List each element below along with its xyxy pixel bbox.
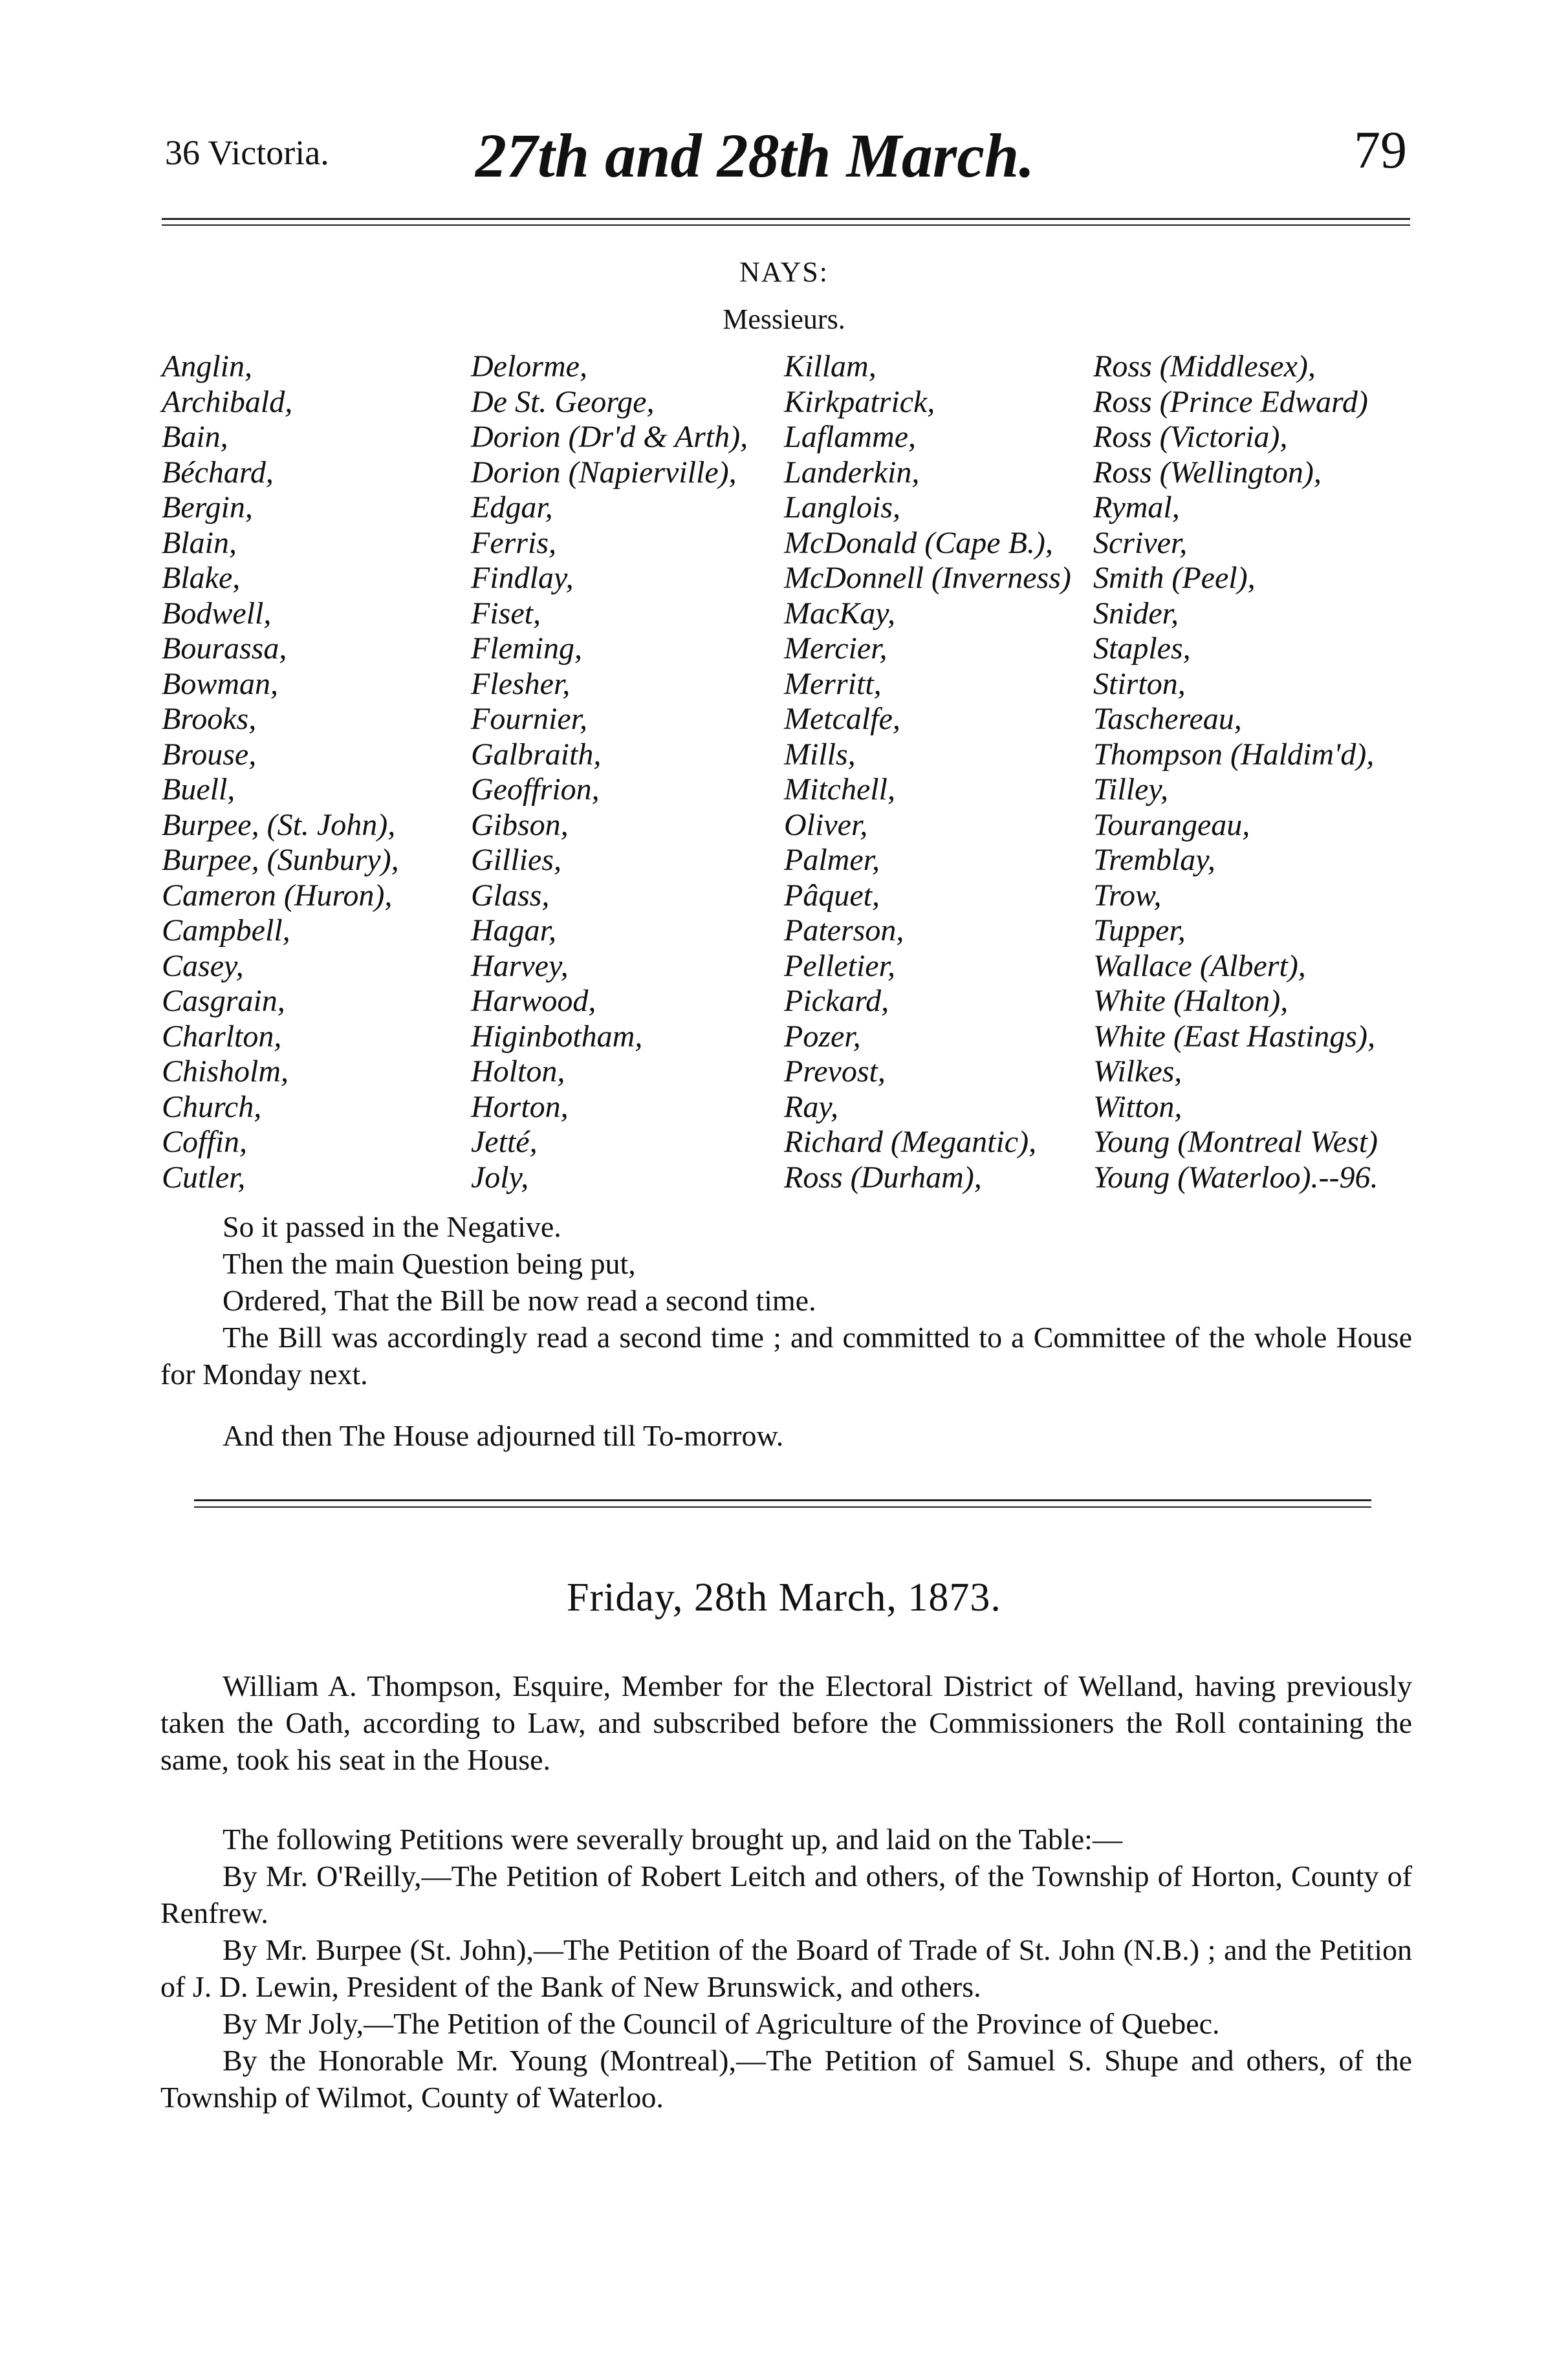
member-name: De St. George, [471, 384, 655, 419]
section-rule-top [194, 1499, 1371, 1501]
member-name: Brouse, [162, 737, 257, 772]
member-name: Hagar, [471, 913, 557, 948]
member-name: Wallace (Albert), [1093, 948, 1306, 983]
member-name: Kirkpatrick, [784, 384, 935, 419]
regnal-year: 36 Victoria. [165, 133, 329, 172]
member-name: Ross (Middlesex), [1093, 349, 1316, 384]
member-name: Fiset, [471, 596, 541, 631]
member-name: Young (Waterloo).--96. [1093, 1160, 1378, 1195]
member-name: Ross (Wellington), [1093, 455, 1322, 490]
member-name: Burpee, (Sunbury), [162, 843, 399, 877]
member-name: Bergin, [162, 490, 253, 525]
member-name: Wilkes, [1093, 1054, 1182, 1089]
section-title: Friday, 28th March, 1873. [567, 1576, 1001, 1620]
member-name: Church, [162, 1089, 262, 1124]
member-name: Chisholm, [162, 1054, 289, 1089]
petitions-intro: The following Petitions were severally brought up, and laid on the Table:— [223, 1823, 1122, 1856]
member-name: Smith (Peel), [1093, 561, 1256, 595]
member-name: Archibald, [162, 384, 293, 419]
member-name: White (Halton), [1093, 984, 1289, 1018]
member-name: Holton, [471, 1054, 565, 1089]
member-name: Flesher, [471, 666, 571, 701]
member-name: Scriver, [1093, 525, 1188, 560]
nays-column-3 [784, 349, 1071, 1195]
nays-heading: NAYS: [739, 256, 829, 288]
nays-column-4 [1093, 349, 1378, 1195]
member-name: Joly, [471, 1160, 529, 1195]
member-name: Casey, [162, 948, 244, 983]
adjournment-line: And then The House adjourned till To-morrow. [223, 1419, 784, 1452]
member-name: Mitchell, [784, 772, 895, 807]
member-name: Metcalfe, [784, 702, 900, 736]
oath-paragraph: William A. Thompson, Esquire, Member for the Electoral District of Welland, having previously taken the Oath, according to Law, and subscribed before the Commissioners the Roll containing the same, took his seat in the House. [160, 1669, 1412, 1776]
petition-item: By Mr. O'Reilly,—The Petition of Robert Leitch and others, of the Township of Horton, County of Renfrew. [160, 1860, 1412, 1929]
member-name: Laflamme, [784, 420, 916, 454]
member-name: Staples, [1093, 631, 1191, 666]
member-name: Gibson, [471, 807, 569, 842]
page-header [165, 120, 1407, 197]
member-name: Pâquet, [784, 878, 880, 913]
member-name: Fournier, [471, 702, 587, 736]
member-name: Findlay, [471, 561, 574, 595]
member-name: Blain, [162, 525, 237, 560]
member-name: Paterson, [784, 913, 904, 948]
member-name: Ross (Victoria), [1093, 420, 1288, 454]
member-name: McDonnell (Inverness) [784, 561, 1071, 595]
proceeding-line: Ordered, That the Bill be now read a second time. [223, 1284, 816, 1317]
member-name: Tupper, [1093, 913, 1186, 948]
header-rule-top [162, 218, 1410, 220]
running-head-dates: 27th and 28th March. [475, 121, 1035, 190]
member-name: Bain, [162, 420, 228, 454]
member-name: Harvey, [471, 948, 569, 983]
member-name: Ross (Durham), [784, 1160, 982, 1195]
member-name: Casgrain, [162, 984, 285, 1018]
member-name: Tilley, [1093, 772, 1169, 807]
member-name: Galbraith, [471, 737, 602, 772]
member-name: Taschereau, [1093, 702, 1242, 736]
member-name: Pelletier, [784, 948, 895, 983]
member-name: McDonald (Cape B.), [784, 525, 1053, 560]
member-name: Pozer, [784, 1019, 861, 1054]
member-name: Young (Montreal West) [1093, 1125, 1378, 1159]
member-name: Charlton, [162, 1019, 282, 1054]
member-name: Delorme, [471, 349, 587, 384]
member-name: Bowman, [162, 666, 278, 701]
member-name: Richard (Megantic), [784, 1125, 1037, 1159]
member-name: Cutler, [162, 1160, 246, 1195]
member-name: Ferris, [471, 525, 556, 560]
member-name: Ray, [784, 1089, 838, 1124]
member-name: Harwood, [471, 984, 596, 1018]
petitions-block [160, 1821, 1412, 2116]
member-name: Tremblay, [1093, 843, 1215, 877]
member-name: Tourangeau, [1093, 807, 1250, 842]
member-name: Béchard, [162, 455, 274, 490]
proceeding-line: So it passed in the Negative. [223, 1210, 561, 1243]
member-name: Thompson (Haldim'd), [1093, 737, 1375, 772]
member-name: Cameron (Huron), [162, 878, 393, 913]
messieurs-heading: Messieurs. [723, 303, 845, 335]
member-name: Snider, [1093, 596, 1179, 631]
member-name: Fleming, [471, 631, 582, 666]
petition-item: By Mr Joly,—The Petition of the Council of Agriculture of the Province of Quebec. [223, 2007, 1220, 2040]
member-name: Jetté, [471, 1125, 538, 1159]
member-name: Dorion (Dr'd & Arth), [471, 420, 748, 454]
member-name: Anglin, [162, 349, 252, 384]
member-name: Stirton, [1093, 666, 1186, 701]
member-name: Prevost, [784, 1054, 886, 1089]
page-number: 79 [1354, 120, 1407, 179]
member-name: Mercier, [784, 631, 887, 666]
member-name: Gillies, [471, 843, 561, 877]
nays-column-1 [162, 349, 399, 1195]
member-name: Dorion (Napierville), [471, 455, 737, 490]
member-name: Rymal, [1093, 490, 1180, 525]
member-name: Merritt, [784, 666, 882, 701]
member-name: Bodwell, [162, 596, 272, 631]
member-name: Brooks, [162, 702, 257, 736]
member-name: Geoffrion, [471, 772, 600, 807]
member-name: Langlois, [784, 490, 901, 525]
member-name: MacKay, [784, 596, 895, 631]
section-rule-bottom [194, 1506, 1371, 1508]
member-name: Trow, [1093, 878, 1162, 913]
member-name: Ross (Prince Edward) [1093, 384, 1368, 419]
petition-item: By the Honorable Mr. Young (Montreal),—The Petition of Samuel S. Shupe and others, of the Township of Wilmot, County of Waterloo. [160, 2044, 1412, 2114]
member-name: Killam, [784, 349, 877, 384]
member-name: Palmer, [784, 843, 880, 877]
member-name: Blake, [162, 561, 241, 595]
proceeding-line: Then the main Question being put, [223, 1247, 636, 1280]
member-name: Campbell, [162, 913, 290, 948]
member-name: Mills, [784, 737, 856, 772]
petition-item: By Mr. Burpee (St. John),—The Petition of the Board of Trade of St. John (N.B.) ; and the Petition of J. D. Lewin, President of the Bank of New Brunswick, and others. [160, 1933, 1412, 2003]
member-name: Landerkin, [784, 455, 920, 490]
member-name: Horton, [471, 1089, 569, 1124]
member-name: Coffin, [162, 1125, 248, 1159]
proceedings-block [160, 1208, 1412, 1454]
member-name: Pickard, [784, 984, 889, 1018]
member-name: Glass, [471, 878, 550, 913]
nays-column-2 [471, 349, 748, 1195]
member-name: Higinbotham, [471, 1019, 643, 1054]
member-name: Witton, [1093, 1089, 1182, 1124]
oath-paragraph-block [160, 1667, 1412, 1778]
member-name: Burpee, (St. John), [162, 807, 396, 842]
member-name: Edgar, [471, 490, 553, 525]
member-name: Oliver, [784, 807, 868, 842]
member-name: Buell, [162, 772, 235, 807]
member-name: Bourassa, [162, 631, 287, 666]
member-name: White (East Hastings), [1093, 1019, 1375, 1054]
header-rule-bottom [162, 224, 1410, 226]
proceeding-line: The Bill was accordingly read a second time ; and committed to a Committee of the whole House for Monday next. [160, 1321, 1412, 1391]
